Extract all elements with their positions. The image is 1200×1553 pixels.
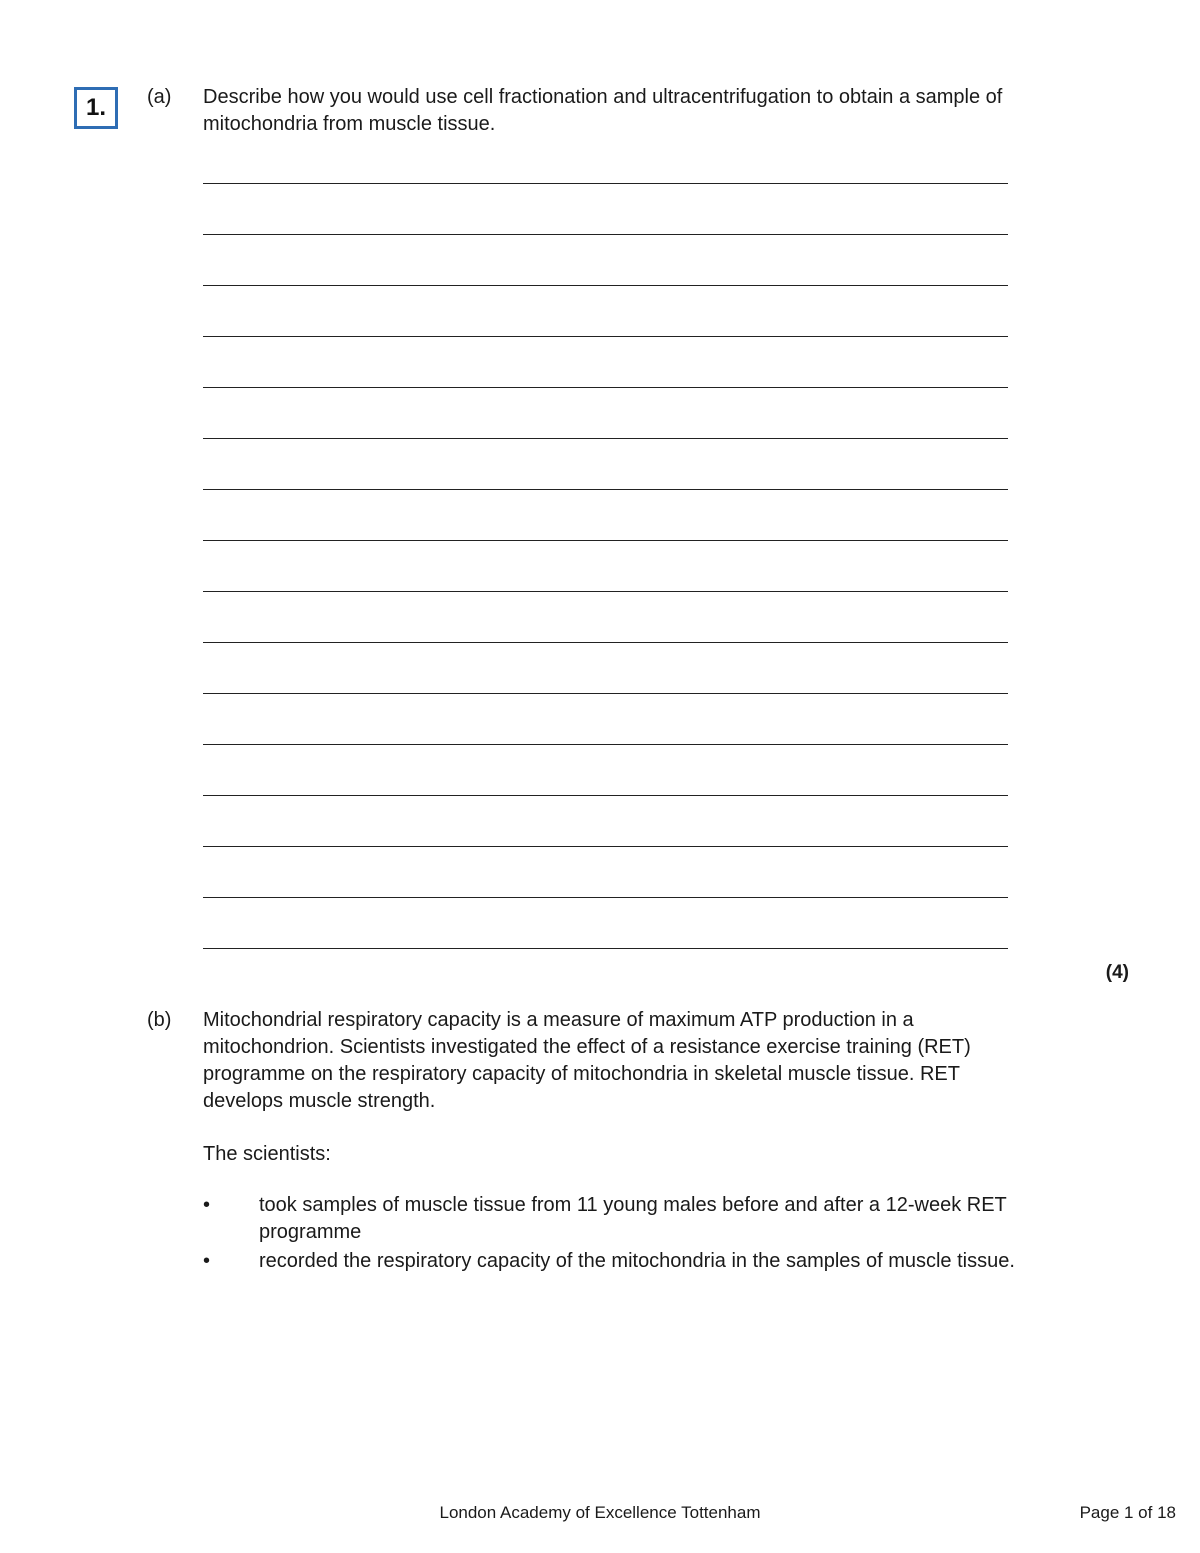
answer-line[interactable] bbox=[203, 489, 1008, 490]
bullet-list bbox=[203, 1192, 1083, 1276]
answer-line[interactable] bbox=[203, 642, 1008, 643]
question-number: 1. bbox=[85, 94, 106, 121]
list-item bbox=[203, 1248, 1029, 1275]
footer-school-name: London Academy of Excellence Tottenham bbox=[439, 1503, 761, 1522]
part-a-label: (a) bbox=[147, 86, 172, 108]
bullet-text: took samples of muscle tissue from 11 young males before and after a 12-week RET programme bbox=[259, 1194, 1007, 1243]
part-b-label: (b) bbox=[147, 1009, 172, 1031]
answer-line[interactable] bbox=[203, 795, 1008, 796]
bullet-icon: • bbox=[203, 1250, 211, 1272]
question-number-box bbox=[74, 87, 118, 129]
marks-label: (4) bbox=[1105, 962, 1129, 983]
answer-line[interactable] bbox=[203, 438, 1008, 439]
part-b-question-text: Mitochondrial respiratory capacity is a measure of maximum ATP production in a mitochondrion. Scientists investigated the effect of a resistance exercise training (RET) programme on the respiratory capacity of mitochondria in skeletal muscle tissue. RET develops muscle strength. bbox=[203, 1009, 971, 1112]
answer-line[interactable] bbox=[203, 693, 1008, 694]
answer-line[interactable] bbox=[203, 591, 1008, 592]
answer-line[interactable] bbox=[203, 336, 1008, 337]
list-item bbox=[203, 1192, 1083, 1246]
answer-line[interactable] bbox=[203, 183, 1008, 184]
bullet-icon: • bbox=[203, 1194, 211, 1216]
answer-line[interactable] bbox=[203, 285, 1008, 286]
answer-line[interactable] bbox=[203, 897, 1008, 898]
scientists-intro: The scientists: bbox=[203, 1143, 331, 1165]
footer-page-number: Page 1 of 18 bbox=[1079, 1503, 1176, 1522]
answer-line[interactable] bbox=[203, 744, 1008, 745]
part-a-question-text: Describe how you would use cell fractionation and ultracentrifugation to obtain a sample of mitochondria from muscle tissue. bbox=[203, 86, 1003, 135]
bullet-text: recorded the respiratory capacity of the mitochondria in the samples of muscle tissue. bbox=[259, 1250, 1015, 1272]
answer-line[interactable] bbox=[203, 540, 1008, 541]
answer-line[interactable] bbox=[203, 387, 1008, 388]
answer-line[interactable] bbox=[203, 234, 1008, 235]
answer-line[interactable] bbox=[203, 846, 1008, 847]
answer-line[interactable] bbox=[203, 948, 1008, 949]
